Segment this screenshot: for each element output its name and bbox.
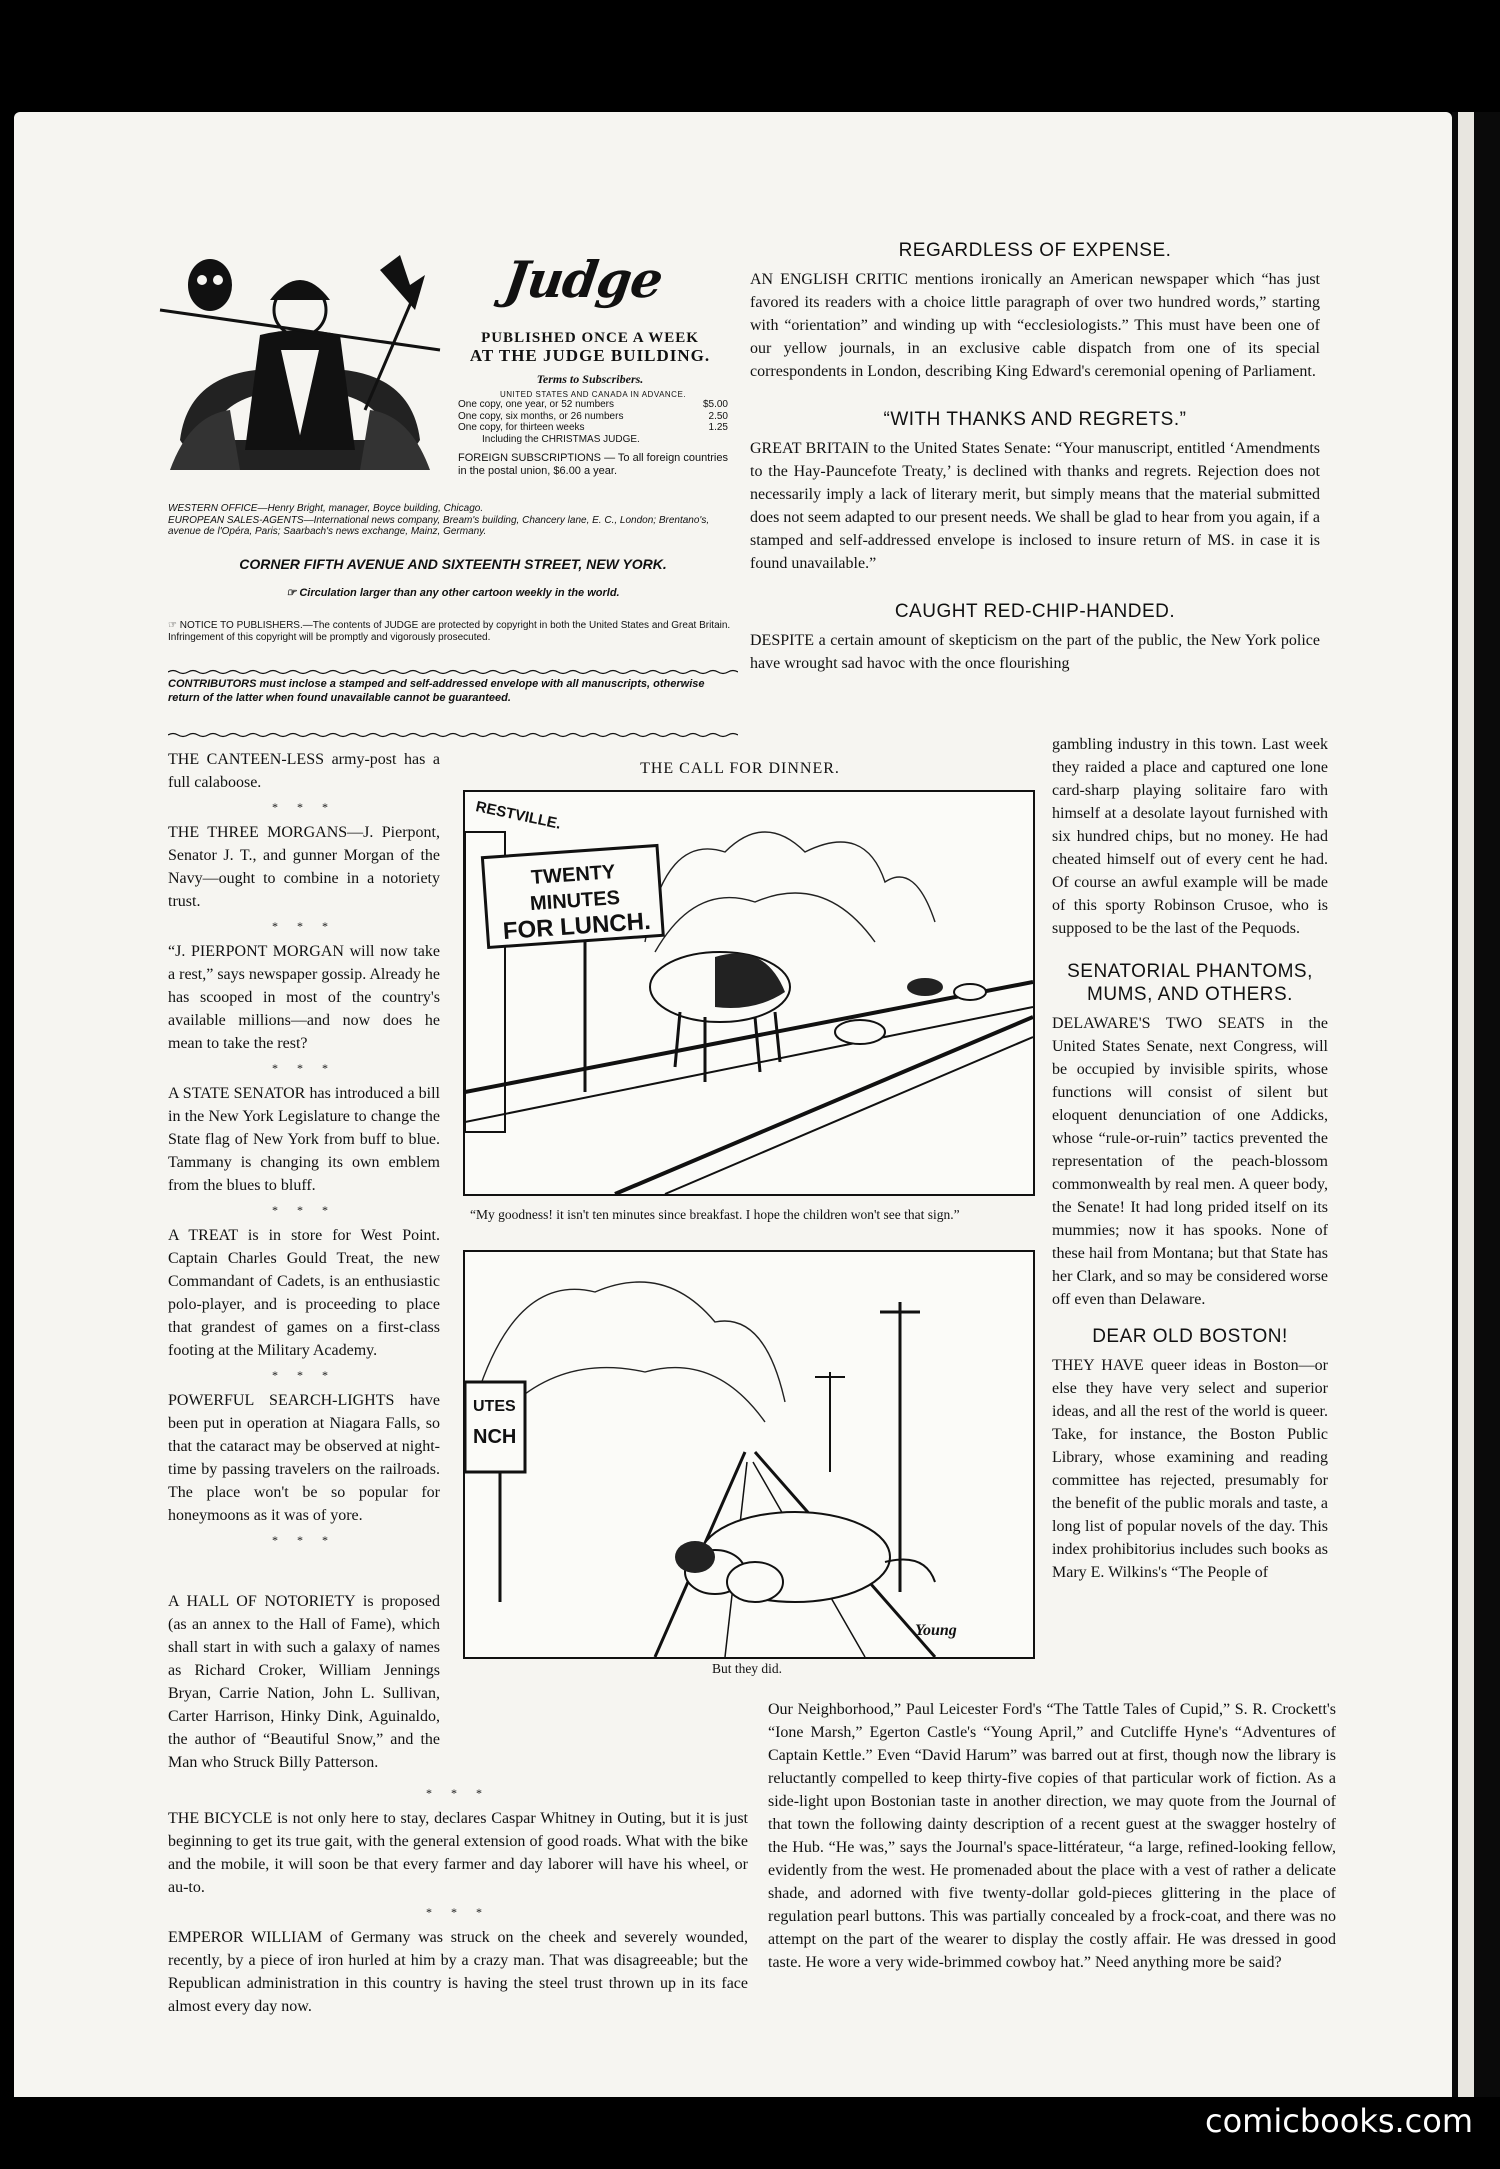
separator-stars: * * * — [272, 919, 336, 933]
address-line: CORNER FIFTH AVENUE AND SIXTEENTH STREET, NEW YORK. — [239, 556, 667, 572]
headline-boston: DEAR OLD BOSTON! — [1092, 1326, 1288, 1347]
contributors-note: CONTRIBUTORS must inclose a stamped and self-addressed envelope with all manuscripts, otherwise return of the latter when found unavailable cannot be guaranteed. — [168, 678, 705, 705]
paragraph-canteen: THE CANTEEN-LESS army-post has a full calaboose. — [168, 751, 440, 791]
cartoon-panel-bottom — [463, 1250, 1035, 1659]
paragraph-pierpont: “J. PIERPONT MORGAN will now take a rest,” says newspaper gossip. Already he has scooped in most of the country's available millions—and now does he mean to take the rest? — [168, 943, 440, 1052]
cartoon-drawing-bottom — [465, 1252, 1033, 1657]
separator-stars: * * * — [426, 1905, 490, 1919]
terms-row: One copy, one year, or 52 numbers $5.00 — [458, 399, 728, 411]
paragraph-treat: A TREAT is in store for West Point. Captain Charles Gould Treat, the new Commandant of Cadets, is an enthusiastic polo-player, and is proceeding to place that grandest of games on a first-class footing at the Military Academy. — [168, 1227, 440, 1359]
paragraph-searchlights: POWERFUL SEARCH-LIGHTS have been put in operation at Niagara Falls, so that the cataract may be observed at night-time by passing travelers on the railroads. The place won't be so popular for honeymoons as it was of yore. — [168, 1392, 440, 1524]
article-red-chip-intro: DESPITE a certain amount of skepticism on the part of the public, the New York police have wrought sad havoc with the once flourishing — [750, 632, 1320, 672]
masthead-judge-illustration — [150, 240, 450, 480]
judge-logo: Judge — [500, 250, 666, 309]
right-column-narrow — [1052, 733, 1328, 1584]
paragraph-morgans: THE THREE MORGANS—J. Pierpont, Senator J. T., and gunner Morgan of the Navy—ought to combine in a notoriety trust. — [168, 824, 440, 910]
terms-table — [458, 390, 728, 445]
terms-row: One copy, six months, or 26 numbers 2.50 — [458, 410, 728, 422]
lower-left-column — [168, 1780, 748, 2018]
next-page-edge — [1452, 112, 1500, 2097]
cartoon-drawing-top — [465, 792, 1033, 1194]
separator-stars: * * * — [272, 1533, 336, 1547]
paragraph-senator: A STATE SENATOR has introduced a bill in the New York Legislature to change the State flag of New York from buff to blue. Tammany is changing its own emblem from the blues to bluff. — [168, 1085, 440, 1194]
separator-stars: * * * — [272, 800, 336, 814]
sign-town: RESTVILLE. — [474, 798, 563, 833]
article-red-chip-cont: gambling industry in this town. Last week they raided a place and captured one lone card-sharp playing solitaire faro with himself at a desolate layout furnished with six hundred chips, but no money. He had cheated himself out of every cent he had. Of course an awful example will be made of this sporty Robinson Crusoe, who is supposed to be the last of the Pequods. — [1052, 736, 1328, 937]
right-column-top — [750, 240, 1320, 675]
separator-stars: * * * — [272, 1368, 336, 1382]
wavy-rule — [168, 669, 738, 675]
terms-subtitle: UNITED STATES AND CANADA IN ADVANCE. — [499, 390, 687, 399]
article-thanks: GREAT BRITAIN to the United States Senate: “Your manuscript, entitled ‘Amendments to the Hay-Pauncefote Treaty,’ is declined with thanks and regrets. Rejection does not necessarily imply a lack of literary merit, but simply means that the material submitted does not seem adapted to our present needs. We shall be glad to hear from you again, if a stamped and self-addressed envelope is inclosed to insure return of MS. in case it is found unavailable.” — [750, 440, 1320, 572]
building-line: AT THE JUDGE BUILDING. — [469, 345, 711, 365]
western-office: WESTERN OFFICE—Henry Bright, manager, Boyce building, Chicago. — [168, 503, 484, 514]
office-info — [168, 503, 738, 538]
wavy-rule — [168, 732, 738, 738]
european-agents: EUROPEAN SALES-AGENTS—International news company, Bream's building, Chancery lane, E. C., London; Brentano's, avenue de l'Opéra, Paris; Saarbach's news exchange, Mainz, Germany. — [168, 514, 710, 537]
terms-note: Including the CHRISTMAS JUDGE. — [482, 433, 640, 445]
terms-row: One copy, for thirteen weeks 1.25 — [458, 422, 728, 434]
article-boston-intro: THEY HAVE queer ideas in Boston—or else they have very select and superior ideas, and all the rest of the world is queer. Take, for instance, the Boston Public Library, whose examining and reading committee has rejected, presumably for the benefit of the public morals and taste, a long list of popular novels of the day. This index prohibitorius includes such books as Mary E. Wilkins's “The People of — [1052, 1357, 1328, 1581]
publication-note — [440, 330, 740, 365]
headline-red-chip: CAUGHT RED-CHIP-HANDED. — [894, 601, 1176, 622]
article-phantoms: DELAWARE'S TWO SEATS in the United States Senate, next Congress, will be occupied by invisible spirits, whose functions will consist of silent but eloquent denunciation of one Addicks, whose “rule-or-ruin” tactics prevented the representation of the peach-blossom commonwealth by real men. A queer body, the Senate! It had long prided itself on its mummies; now it has spooks. None of these hail from Montana; but that State has her Clark, and so may be considered worse off even than Delaware. — [1052, 1015, 1328, 1308]
left-column — [168, 748, 440, 1554]
cartoon-caption-top: “My goodness! it isn't ten minutes since breakfast. I hope the children won't see that sign.” — [470, 1207, 960, 1222]
article-regardless: AN ENGLISH CRITIC mentions ironically an American newspaper which “has just favored its readers with a choice little paragraph of over two hundred words,” starting with “orientation” and winding up with “ecclesiologists.” This must have been one of our yellow journals, in an exclusive cable dispatch from one of its special correspondents in London, describing King Edward's ceremonial opening of Parliament. — [750, 271, 1320, 380]
headline-phantoms: SENATORIAL PHANTOMS, MUMS, AND OTHERS. — [1067, 961, 1313, 1005]
pointing-hand-icon: ☞ — [286, 587, 300, 599]
separator-stars: * * * — [426, 1786, 490, 1800]
separator-stars: * * * — [272, 1061, 336, 1075]
terms-title: Terms to Subscribers. — [536, 372, 644, 386]
foreign-subscriptions: FOREIGN SUBSCRIPTIONS — To all foreign countries in the postal union, $6.00 a year. — [458, 452, 728, 477]
artist-signature: Young — [915, 1622, 957, 1639]
separator-stars: * * * — [272, 1203, 336, 1217]
paragraph-emperor: EMPEROR WILLIAM of Germany was struck on the cheek and severely wounded, recently, by a piece of iron hurled at him by a crazy man. That was disagreeable; but the Republican administration in this country is having the steel trust thrown up in its face almost every day now. — [168, 1929, 748, 2015]
pointing-hand-icon: ☞ — [168, 620, 180, 631]
paragraph-notoriety: A HALL OF NOTORIETY is proposed (as an annex to the Hall of Fame), which shall start in with such a galaxy of names as Richard Croker, William Jennings Bryan, Carrie Nation, John L. Sullivan, Carter Harrison, Hinky Dink, Aguinaldo, the author of “Beautiful Snow,” and the Man who Struck Billy Patterson. — [168, 1593, 440, 1771]
sign-fragment: UTES NCH — [473, 1398, 517, 1448]
article-boston-cont: Our Neighborhood,” Paul Leicester Ford's “The Tattle Tales of Cupid,” S. R. Crockett's “Ione Marsh,” Egerton Castle's “Young April,” and Cutcliffe Hyne's “Adventures of Captain Kettle.” Even “David Harum” was barred out at first, though now the library is reluctantly compelled to keep thirty-five copies of that particular work of fiction. As a side-light upon Bostonian taste in another direction, we may quote from the Journal of that town the following dainty description of a recent guest at the swagger hostelry of the Hub. “He was,” says the Journal's space-littérateur, “a large, refined-looking fellow, evidently from the west. He promenaded about the place with a vest of rather a delicate shade, and adorned with five twenty-dollar gold-pieces glittering in the place of regulation pearl buttons. This was partially concealed by a frock-coat, and there was no attempt on the part of the wearer to display the costly affair. He was dressed in good taste. He wore a very wide-brimmed cowboy hat.” Need anything more be said? — [768, 1701, 1336, 1971]
cartoon-caption-bottom: But they did. — [711, 1661, 783, 1676]
sign-lunch: TWENTY MINUTES FOR LUNCH. — [502, 861, 652, 946]
circulation-note: ☞ Circulation larger than any other cartoon weekly in the world. — [286, 587, 620, 599]
cartoon-panel-top — [463, 790, 1035, 1196]
paragraph-bicycle: THE BICYCLE is not only here to stay, declares Caspar Whitney in Outing, but it is just beginning to get its true gait, with the general extension of good roads. What with the bike and the mobile, it will soon be that every farmer and day laborer will have his wheel, or au-to. — [168, 1810, 748, 1896]
site-watermark: comicbooks.com — [1205, 2102, 1474, 2140]
headline-thanks: “WITH THANKS AND REGRETS.” — [883, 409, 1187, 430]
publishers-notice: ☞ NOTICE TO PUBLISHERS.—The contents of JUDGE are protected by copyright in both the United States and Great Britain. Infringement of this copyright will be promptly and vigorously prosecuted. — [168, 620, 731, 643]
headline-regardless: REGARDLESS OF EXPENSE. — [898, 240, 1172, 261]
published-line: PUBLISHED ONCE A WEEK — [481, 330, 699, 346]
cartoon-title: THE CALL FOR DINNER. — [640, 760, 840, 777]
